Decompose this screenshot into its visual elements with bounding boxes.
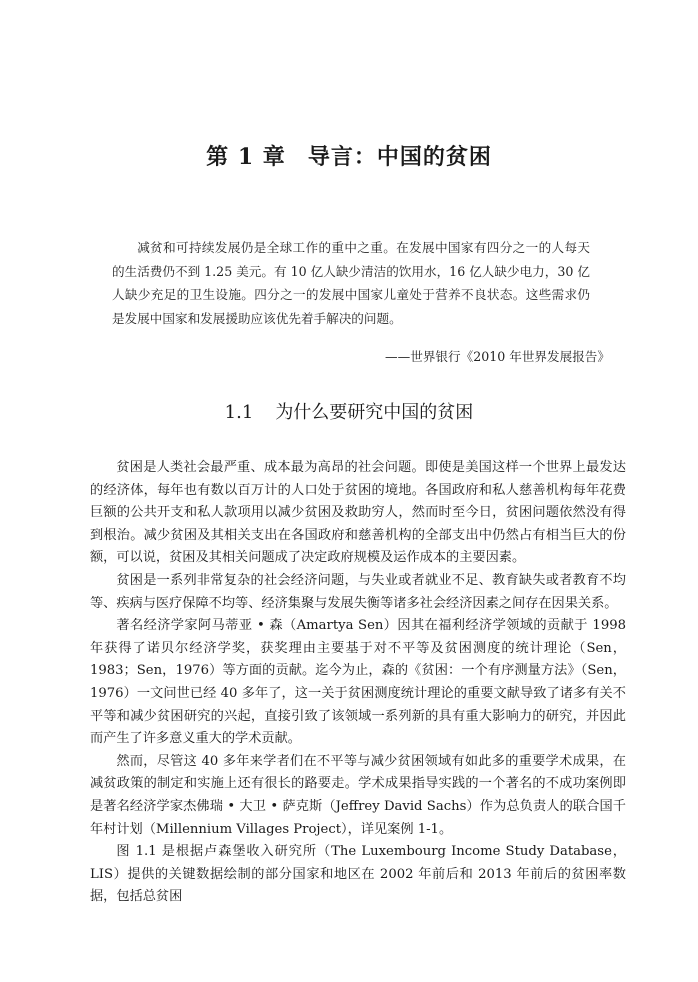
paragraph: 图 1.1 是根据卢森堡收入研究所（The Luxembourg Income Study Database，LIS）提供的关键数据绘制的部分国家和地区在 2002 年前后和 2013 年前后的贫困率数据，包括总贫困 bbox=[90, 844, 626, 905]
epigraph-text: 减贫和可持续发展仍是全球工作的重中之重。在发展中国家有四分之一的人每天的生活费仍不到 1.25 美元。有 10 亿人缺少清洁的饮用水，16 亿人缺少电力，30 亿人缺少充足的卫生设施。四分之一的发展中国家儿童处于营养不良状态。这些需求仍是发展中国家和发展援助应该优先着手解决的问题。 bbox=[112, 240, 590, 326]
chapter-number: 第 1 章 bbox=[206, 144, 286, 170]
section-heading bbox=[0, 398, 698, 424]
epigraph-attribution: ——世界银行《2010 年世界发展报告》 bbox=[385, 349, 610, 364]
epigraph bbox=[112, 236, 590, 330]
paragraph: 然而，尽管这 40 多年来学者们在不平等与减少贫困领域有如此多的重要学术成果，在减贫政策的制定和实施上还有很长的路要走。学术成果指导实践的一个著名的不成功案例即是著名经济学家杰佛瑞 • 大卫 • 萨克斯（Jeffrey David Sachs）作为总负责人的联合国千年村计划（Millennium Villages Project），详见案例 1-1。 bbox=[90, 753, 626, 837]
paragraph: 贫困是人类社会最严重、成本最为高昂的社会问题。即使是美国这样一个世界上最发达的经济体，每年也有数以百万计的人口处于贫困的境地。各国政府和私人慈善机构每年花费巨额的公共开支和私人款项用以减少贫困及救助穷人，然而时至今日，贫困问题依然没有得到根治。减少贫困及其相关支出在各国政府和慈善机构的全部支出中仍然占有相当巨大的份额，可以说，贫困及其相关问题成了决定政府规模及运作成本的主要因素。 bbox=[90, 460, 626, 566]
body-text bbox=[90, 457, 626, 909]
paragraph: 著名经济学家阿马蒂亚 • 森（Amartya Sen）因其在福利经济学领域的贡献于 1998 年获得了诺贝尔经济学奖，获奖理由主要基于对不平等及贫困测度的统计理论（Sen，1983；Sen，1976）等方面的贡献。迄今为止，森的《贫困：一个有序测量方法》（Sen，1976）一文问世已经 40 多年了，这一关于贫困测度统计理论的重要文献导致了诸多有关不平等和减少贫困研究的兴起，直接引致了该领域一系列新的具有重大影响力的研究，并因此而产生了许多意义重大的学术贡献。 bbox=[90, 618, 626, 747]
chapter-heading bbox=[0, 140, 698, 171]
section-title: 为什么要研究中国的贫困 bbox=[275, 402, 474, 423]
section-number: 1.1 bbox=[224, 402, 254, 423]
chapter-title: 导言：中国的贫困 bbox=[307, 144, 492, 170]
paragraph: 贫困是一系列非常复杂的社会经济问题，与失业或者就业不足、教育缺失或者教育不均等、疾病与医疗保障不均等、经济集聚与发展失衡等诸多社会经济因素之间存在因果关系。 bbox=[90, 572, 626, 611]
